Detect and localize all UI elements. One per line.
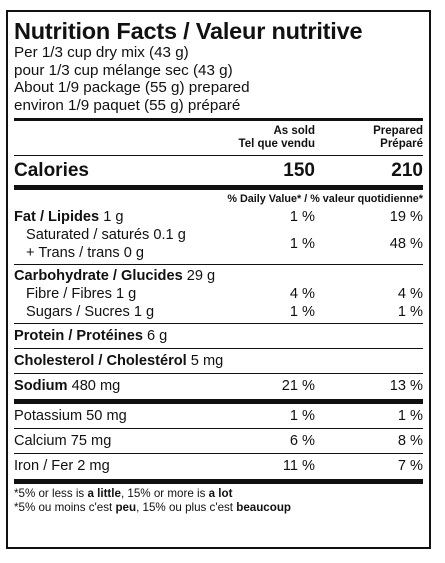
carbohydrate-row	[14, 265, 423, 285]
fat-amount: 1 g	[103, 209, 124, 225]
fibre-row	[14, 285, 423, 303]
prepared-label-fr: Préparé	[380, 138, 423, 150]
sodium-row	[14, 374, 423, 396]
serving-size	[14, 44, 423, 114]
footnote-fr: *5% ou moins c'est peu, 15% ou plus c'est beaucoup	[14, 501, 292, 514]
daily-value-header: % Daily Value* / % valeur quotidienne*	[227, 193, 423, 205]
sugars-label: Sugars / Sucres 1 g	[26, 304, 155, 320]
sodium-label: Sodium	[14, 378, 68, 394]
cholesterol-amount: 5 mg	[190, 353, 224, 369]
cholesterol-label: Cholesterol / Cholestérol	[14, 353, 187, 369]
sodium-as-sold: 21 %	[281, 378, 315, 394]
potassium-row	[14, 404, 423, 426]
fat-row	[14, 208, 423, 226]
carbohydrate-amount: 29 g	[186, 268, 216, 284]
as-sold-header	[235, 125, 315, 151]
footnote-en: *5% or less is a little, 15% or more is a lot	[14, 487, 233, 500]
sat-trans-prepared: 48 %	[389, 236, 423, 252]
sodium-prepared: 13 %	[389, 378, 423, 394]
sat-trans-as-sold: 1 %	[289, 236, 315, 252]
calcium-row	[14, 429, 423, 451]
calcium-as-sold: 6 %	[289, 433, 315, 449]
sugars-prepared: 1 %	[397, 304, 423, 320]
calories-label: Calories	[14, 160, 89, 181]
serving-line: environ 1/9 paquet (55 g) préparé	[14, 96, 241, 114]
nutrition-facts-panel	[6, 10, 431, 549]
trans-label: + Trans / trans 0 g	[26, 245, 145, 261]
fibre-prepared: 4 %	[397, 286, 423, 302]
fibre-as-sold: 4 %	[289, 286, 315, 302]
label-title: Nutrition Facts / Valeur nutritive	[14, 18, 363, 44]
as-sold-label-en: As sold	[273, 125, 315, 137]
calcium-prepared: 8 %	[397, 433, 423, 449]
calories-as-sold: 150	[283, 160, 315, 181]
protein-amount: 6 g	[147, 328, 168, 344]
iron-prepared: 7 %	[397, 458, 423, 474]
protein-label: Protein / Protéines	[14, 328, 143, 344]
iron-row	[14, 454, 423, 476]
sugars-as-sold: 1 %	[289, 304, 315, 320]
iron-label: Iron / Fer 2 mg	[14, 458, 110, 474]
cholesterol-row	[14, 349, 423, 371]
as-sold-label-fr: Tel que vendu	[238, 138, 315, 150]
fat-label: Fat / Lipides	[14, 209, 100, 225]
iron-as-sold: 11 %	[282, 458, 315, 474]
sugars-row	[14, 303, 423, 321]
column-header	[14, 121, 423, 155]
saturated-label: Saturated / saturés 0.1 g	[26, 227, 186, 243]
calories-row	[14, 156, 423, 185]
serving-line: pour 1/3 cup mélange sec (43 g)	[14, 61, 233, 79]
footnote	[14, 484, 423, 515]
prepared-label-en: Prepared	[373, 125, 423, 137]
serving-line: Per 1/3 cup dry mix (43 g)	[14, 44, 189, 61]
protein-row	[14, 324, 423, 346]
calcium-label: Calcium 75 mg	[14, 433, 112, 449]
potassium-prepared: 1 %	[397, 408, 423, 424]
calories-prepared: 210	[391, 160, 423, 181]
potassium-as-sold: 1 %	[289, 408, 315, 424]
potassium-label: Potassium 50 mg	[14, 408, 127, 424]
carbohydrate-label: Carbohydrate / Glucides	[14, 268, 183, 284]
sat-trans-row	[14, 226, 423, 262]
fat-prepared: 19 %	[389, 209, 423, 225]
serving-line: About 1/9 package (55 g) prepared	[14, 79, 250, 96]
sodium-amount: 480 mg	[71, 378, 121, 394]
prepared-header	[315, 125, 423, 151]
fibre-label: Fibre / Fibres 1 g	[26, 286, 137, 302]
fat-as-sold: 1 %	[289, 209, 315, 225]
